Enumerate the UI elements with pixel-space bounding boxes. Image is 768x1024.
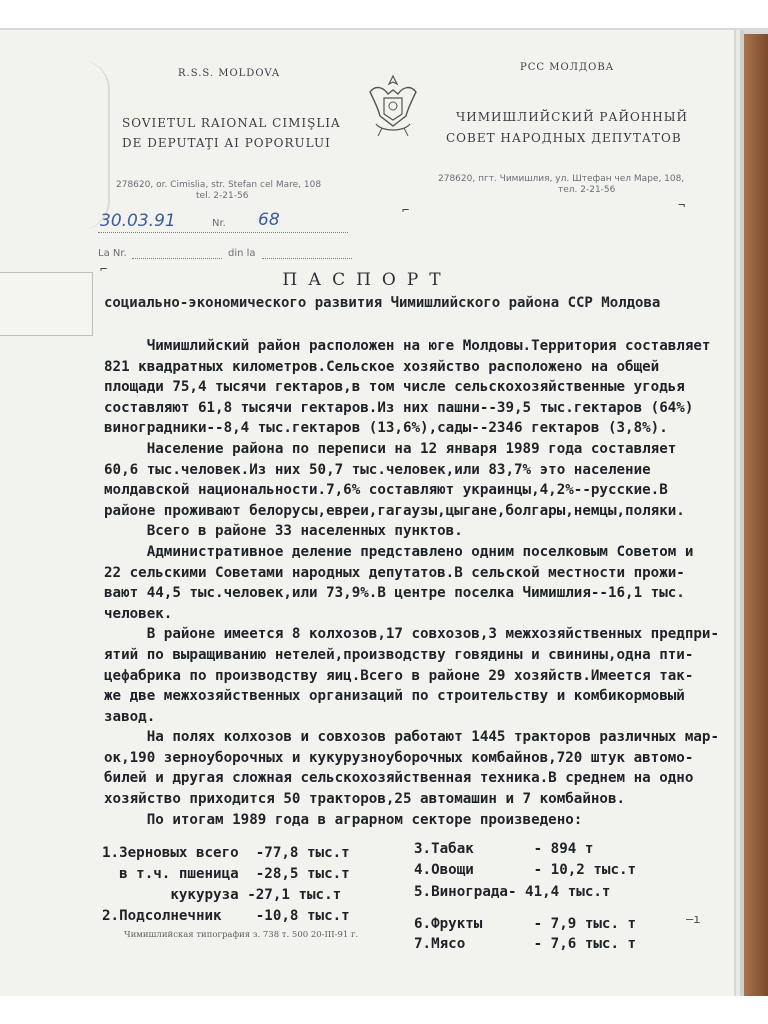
body-line: ятий по выращиванию нетелей,производству говядины и свинины,одна пти-	[104, 646, 694, 663]
production-item: 1.Зерновых всего -77,8 тыс.т	[102, 845, 350, 861]
body-line: Всего в районе 33 населенных пунктов.	[104, 523, 463, 540]
body-line: вают 44,5 тыс.человек,или 73,9%.В центре поселка Чимишлия--16,1 тыс.	[104, 585, 685, 602]
la-nr-line	[132, 258, 222, 259]
header-left-org-line1: SOVIETUL RAIONAL CIMIŞLIA	[122, 116, 341, 130]
body-line: завод.	[104, 708, 156, 725]
header-right-org-line2: СОВЕТ НАРОДНЫХ ДЕПУТАТОВ	[446, 131, 682, 145]
document-title: ПАСПОРТ	[282, 270, 452, 290]
body-line: цефабрика по производству яиц.Всего в районе 29 хозяйств.Имеется так-	[104, 667, 694, 684]
body-line: площади 75,4 тысячи гектаров,в том числе сельскохозяйственные угодья	[104, 379, 685, 396]
production-item: 3.Табак - 894 т	[414, 841, 594, 857]
body-line: Чимишлийский район расположен на юге Молдовы.Территория составляет	[104, 338, 711, 354]
body-line: человек.	[104, 605, 173, 622]
document-subtitle: социально-экономического развития Чимишлийского района ССР Молдова	[104, 295, 661, 311]
din-label: din la	[228, 248, 256, 259]
body-line: Население района по переписи на 12 января 1989 года составляет	[104, 440, 677, 457]
body-line: На полях колхозов и совхозов работают 1445 тракторов различных мар-	[104, 729, 719, 746]
production-item: 2.Подсолнечник -10,8 тыс.т	[102, 908, 350, 924]
coat-of-arms-icon	[362, 70, 424, 140]
corner-mark-left: ⌐	[402, 203, 410, 217]
body-line: 22 сельскими Советами народных депутатов.В сельской местности прожи-	[104, 564, 685, 581]
header-left-org-line2: DE DEPUTAŢI AI POPORULUI	[122, 136, 331, 150]
corner-mark-bottom: ⌐	[100, 262, 108, 276]
registration-number: 68	[258, 210, 280, 230]
header-left-top: R.S.S. MOLDOVA	[178, 68, 281, 79]
production-item: в т.ч. пшеница -28,5 тыс.т	[102, 866, 350, 882]
body-line: молдавской национальности.7,6% составляют украинцы,4,2%--русские.В	[104, 482, 668, 499]
registration-line	[98, 232, 348, 233]
printer-info: Чимишлийская типография з. 738 т. 500 20-III-91 г.	[124, 930, 359, 940]
body-line: В районе имеется 8 колхозов,17 совхозов,3 межхозяйственных предпри-	[104, 626, 719, 643]
header-right-org-line1: ЧИМИШЛИЙСКИЙ РАЙОННЫЙ	[456, 110, 689, 124]
body-line: ок,190 зерноуборочных и кукурузноуборочных комбайнов,720 штук автомо-	[104, 749, 694, 766]
margin-mark: —ı	[686, 912, 701, 926]
production-item: 6.Фрукты - 7,9 тыс. т	[414, 916, 637, 932]
corner-mark-right: ¬	[678, 198, 686, 212]
body-line: же две межхозяйственных организаций по строительству и комбикормовый	[104, 688, 685, 705]
la-nr-label: La Nr.	[98, 248, 127, 259]
header-right-address: 278620, пгт. Чимишлия, ул. Штефан чел Маре, 108,	[438, 174, 685, 184]
din-line	[262, 258, 352, 259]
body-line: хозяйство приходится 50 тракторов,25 автомашин и 7 комбайнов.	[104, 791, 626, 808]
body-line: районе проживают белорусы,евреи,гагаузы,цыгане,болгары,немцы,поляки.	[104, 502, 685, 519]
margin-fold	[62, 60, 110, 230]
body-line: Административное деление представлено одним поселковым Советом и	[104, 543, 694, 560]
body-line: 821 квадратных километров.Сельское хозяйство расположено на общей	[104, 358, 660, 375]
body-line: 60,6 тыс.человек.Из них 50,7 тыс.человек,или 83,7% это население	[104, 461, 651, 478]
body-line: билей и другая сложная сельскохозяйственная техника.В среднем на одно	[104, 770, 694, 787]
body-line: составляют 61,8 тысячи гектаров.Из них пашни--39,5 тыс.гектаров (64%)	[104, 399, 694, 416]
body-line: виноградники--8,4 тыс.гектаров (13,6%),сады--2346 гектаров (3,8%).	[104, 420, 668, 437]
header-right-phone: тел. 2-21-56	[558, 185, 616, 195]
production-item: 4.Овощи - 10,2 тыс.т	[414, 862, 637, 878]
header-right-top: РСС МОЛДОВА	[520, 62, 615, 73]
registration-nr-label: Nr.	[212, 218, 226, 229]
registration-date: 30.03.91	[100, 211, 176, 231]
body-text	[104, 336, 732, 830]
header-left-phone: tel. 2-21-56	[196, 191, 249, 201]
body-line: По итогам 1989 года в аграрном секторе произведено:	[104, 811, 583, 828]
production-item: кукуруза -27,1 тыс.т	[102, 887, 342, 903]
production-item: 7.Мясо - 7,6 тыс. т	[414, 936, 637, 952]
production-item: 5.Винограда- 41,4 тыс.т	[414, 884, 611, 900]
header-left-address: 278620, or. Cimislia, str. Stefan cel Mare, 108	[116, 180, 322, 190]
